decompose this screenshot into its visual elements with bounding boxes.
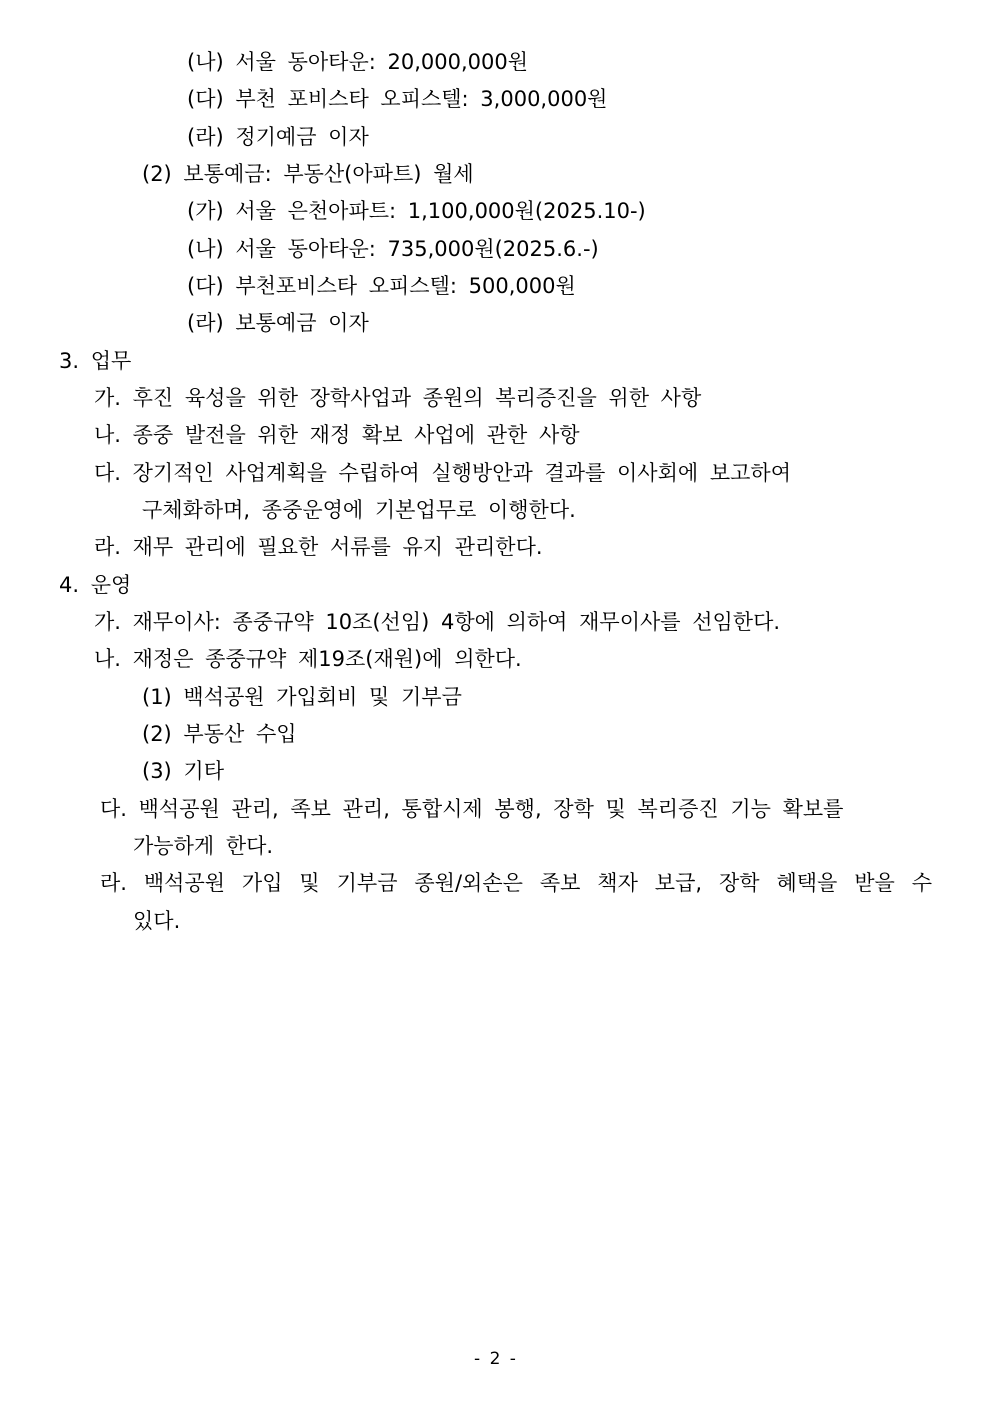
text-line: 있다. bbox=[133, 909, 181, 933]
text-line: (다) 부천포비스타 오피스텔: 500,000원 bbox=[187, 274, 576, 298]
text-line: 나. 종중 발전을 위한 재정 확보 사업에 관한 사항 bbox=[94, 423, 580, 447]
text-line: (1) 백석공원 가입회비 및 기부금 bbox=[142, 685, 462, 709]
text-line: 가능하게 한다. bbox=[133, 834, 274, 858]
text-line: (2) 부동산 수입 bbox=[142, 722, 297, 746]
text-line: (2) 보통예금: 부동산(아파트) 월세 bbox=[142, 162, 474, 186]
text-line: (라) 정기예금 이자 bbox=[187, 125, 369, 149]
section-heading: 4. 운영 bbox=[59, 573, 132, 597]
text-line: 라. 백석공원 가입 및 기부금 종원/외손은 족보 책자 보급, 장학 혜택을 받을 수 bbox=[100, 871, 932, 895]
text-line: 구체화하며, 종중운영에 기본업무로 이행한다. bbox=[142, 498, 576, 522]
section-heading: 3. 업무 bbox=[59, 349, 132, 373]
text-line: (라) 보통예금 이자 bbox=[187, 311, 369, 335]
text-line: (다) 부천 포비스타 오피스텔: 3,000,000원 bbox=[187, 87, 608, 111]
text-line: (나) 서울 동아타운: 735,000원(2025.6.-) bbox=[187, 237, 599, 261]
text-line: (나) 서울 동아타운: 20,000,000원 bbox=[187, 50, 529, 74]
page-number: - 2 - bbox=[474, 1349, 518, 1369]
text-line: 다. 백석공원 관리, 족보 관리, 통합시제 봉행, 장학 및 복리증진 기능 확보를 bbox=[100, 797, 844, 821]
text-line: 가. 재무이사: 종중규약 10조(선임) 4항에 의하여 재무이사를 선임한다. bbox=[94, 610, 781, 634]
text-line: (가) 서울 은천아파트: 1,100,000원(2025.10-) bbox=[187, 199, 646, 223]
text-line: 다. 장기적인 사업계획을 수립하여 실행방안과 결과를 이사회에 보고하여 bbox=[94, 461, 791, 485]
text-line: (3) 기타 bbox=[142, 759, 224, 783]
text-line: 가. 후진 육성을 위한 장학사업과 종원의 복리증진을 위한 사항 bbox=[94, 386, 702, 410]
text-line: 라. 재무 관리에 필요한 서류를 유지 관리한다. bbox=[94, 535, 543, 559]
text-line: 나. 재정은 종중규약 제19조(재원)에 의한다. bbox=[94, 647, 522, 671]
